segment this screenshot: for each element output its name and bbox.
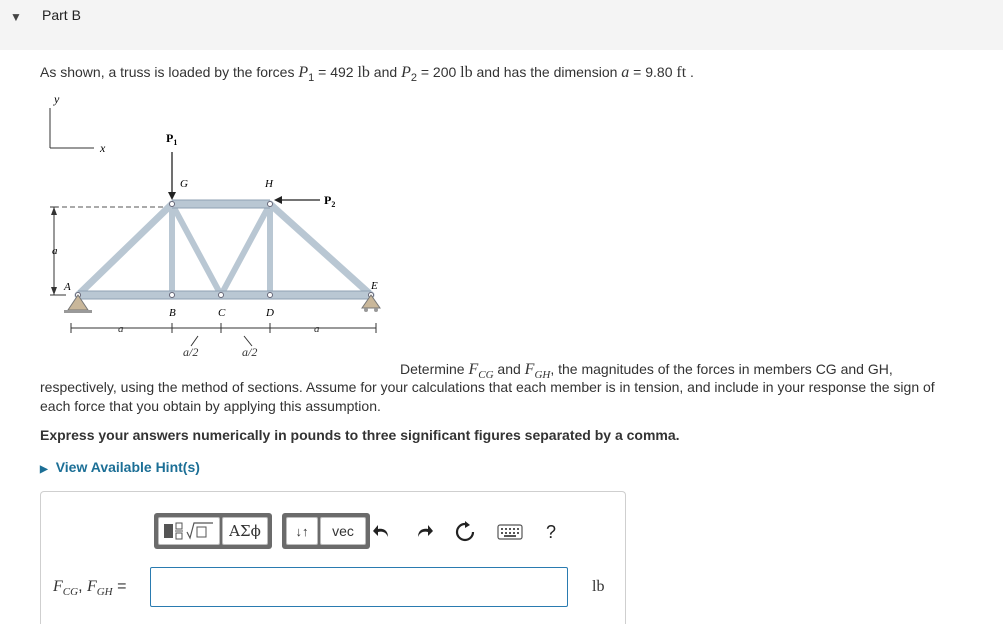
help-button[interactable]: ? <box>545 521 556 542</box>
answer-label <box>53 578 126 598</box>
determine-line-3: each force that you obtain by applying this assumption. <box>40 398 381 414</box>
dim-a-right-label: a <box>314 323 320 335</box>
templates-button[interactable] <box>158 517 220 545</box>
intro-text-1: As shown, a truss is loaded by the forces <box>40 64 299 80</box>
p1-value: = 492 <box>314 64 358 80</box>
redo-icon[interactable] <box>411 519 437 545</box>
answer-equals: = <box>112 578 127 595</box>
dim-half-1-label: a/2 <box>183 345 199 359</box>
answer-gh-subscript: GH <box>96 586 113 599</box>
vector-button[interactable]: vec <box>320 517 366 545</box>
joint-h-label: H <box>265 178 273 190</box>
determine-text-2: , the magnitudes of the forces in members CG and GH, <box>550 361 893 377</box>
bottom-dimension-lines <box>71 323 376 346</box>
dim-a-side-label: a <box>52 245 58 257</box>
determine-text-1: Determine <box>400 361 469 377</box>
part-title: Part B <box>42 7 81 23</box>
p2-arrowhead-icon <box>274 196 282 204</box>
dim-arrow-down-icon <box>51 287 57 295</box>
collapse-caret-icon[interactable]: ▼ <box>10 10 22 24</box>
dim-arrow-up-icon <box>51 207 57 215</box>
p2-unit: lb <box>460 64 473 81</box>
and-text-1: and <box>369 64 402 80</box>
a-value: = 9.80 <box>629 64 677 80</box>
joint-a-label: A <box>64 281 71 293</box>
axes-icon <box>50 108 94 148</box>
joint-c-label: C <box>218 307 226 319</box>
answer-input[interactable] <box>150 567 568 607</box>
sort-button[interactable]: ↓↑ <box>286 517 318 545</box>
p1-arrowhead-icon <box>168 192 176 200</box>
p2-symbol: P <box>401 64 411 81</box>
intro-text-2: and has the dimension <box>472 64 622 80</box>
determine-line-2: respectively, using the method of sections. Assume for your calculations that each member is in tension, and include in your response the sign of <box>40 379 935 395</box>
p2-value: = 200 <box>416 64 461 80</box>
determine-line-1 <box>400 361 893 381</box>
view-hints-link[interactable] <box>40 459 200 475</box>
a-unit: ft <box>676 64 687 81</box>
f-cg-symbol: F <box>468 361 479 378</box>
fraction-root-icon <box>161 520 217 542</box>
reset-icon[interactable] <box>452 519 478 545</box>
joint-d-label: D <box>266 307 274 319</box>
joint-e-label: E <box>371 280 378 292</box>
part-header[interactable] <box>0 0 1003 50</box>
problem-intro <box>40 64 694 84</box>
answer-f1-symbol: F <box>53 578 63 595</box>
express-instruction: Express your answers numerically in pounds to three significant figures separated by a comma. <box>40 427 680 443</box>
y-axis-label: y <box>54 92 60 106</box>
truss-members <box>78 204 371 295</box>
undo-icon[interactable] <box>369 519 395 545</box>
x-axis-label: x <box>100 141 106 155</box>
ops-group <box>282 513 370 549</box>
answer-cg-subscript: CG <box>62 586 79 599</box>
f-cg-subscript: CG <box>478 368 494 381</box>
dim-a-left-label: a <box>118 323 124 335</box>
answer-comma: , <box>78 578 87 595</box>
joint-g-label: G <box>180 178 188 190</box>
view-hints-label: View Available Hint(s) <box>55 459 200 475</box>
greek-symbols-button[interactable]: ΑΣϕ <box>222 517 268 545</box>
p1-label: $P_1$ <box>166 131 178 147</box>
joint-b-label: B <box>169 307 176 319</box>
period-text: . <box>686 64 694 80</box>
template-group <box>154 513 272 549</box>
p2-label: $P_2$ <box>324 193 336 209</box>
f-gh-subscript: GH <box>534 368 551 381</box>
a-symbol: a <box>621 64 630 81</box>
and-text-2: and <box>493 361 525 377</box>
expand-triangle-icon: ▶ <box>40 464 48 475</box>
truss-figure <box>38 92 398 362</box>
f-gh-symbol: F <box>524 361 535 378</box>
keyboard-icon[interactable] <box>495 519 525 545</box>
answer-unit: lb <box>592 578 605 595</box>
p1-symbol: P <box>298 64 309 81</box>
answer-f2-symbol: F <box>86 578 97 595</box>
dim-half-2-label: a/2 <box>242 345 258 359</box>
p1-unit: lb <box>357 64 370 81</box>
p2-subscript: 2 <box>410 71 417 84</box>
p1-subscript: 1 <box>308 71 315 84</box>
